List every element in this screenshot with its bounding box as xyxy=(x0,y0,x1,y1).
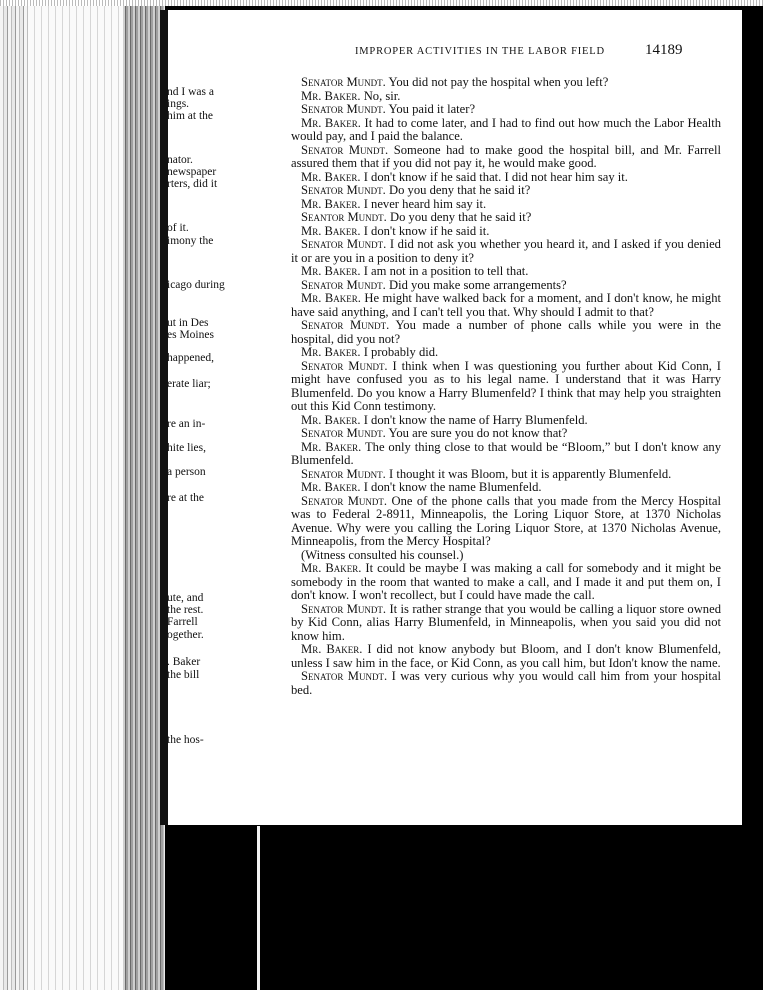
testimony-paragraph xyxy=(291,495,721,549)
testimony-paragraph xyxy=(291,670,721,697)
left-page-fragment: ute, and xyxy=(167,592,204,604)
speaker-name: Mr. Baker. xyxy=(301,439,362,454)
speaker-name: Senator Mundt. xyxy=(301,75,386,89)
left-page-fragment: him at the xyxy=(167,110,213,122)
testimony-paragraph xyxy=(291,184,721,198)
testimony-paragraph xyxy=(291,76,721,90)
statement-text: It is rather strange that you would be calling a liquor store owned by Kid Conn, alias Harry Blumenfeld, in Minneapolis, when you said you did not know him. xyxy=(291,601,721,643)
left-page-fragment: rters, did it xyxy=(167,178,218,190)
left-page-fragment: re an in- xyxy=(167,418,206,430)
testimony-paragraph xyxy=(291,279,721,293)
scan-artifact-line xyxy=(257,826,260,990)
speaker-name: Mr. Baker. xyxy=(301,169,361,184)
statement-text: One of the phone calls that you made from the Mercy Hospital was to Federal 2-8911, Minneapolis, the Loring Liquor Store, at 1370 Nicholas Avenue. Why were you calling the Loring Liquor Store, at 1370 Nicholas Avenue, Minneapolis, from the Mercy Hospital? xyxy=(291,493,721,548)
statement-text: I don't know if he said it. xyxy=(360,223,490,238)
scan-border xyxy=(0,0,763,6)
speaker-name: Senator Mundt. xyxy=(301,237,387,251)
statement-text: I don't know the name of Harry Blumenfeld. xyxy=(360,412,588,427)
left-page-fragment: ings. xyxy=(167,98,190,110)
testimony-paragraph xyxy=(291,292,721,319)
speaker-name: Senator Mundt. xyxy=(301,277,386,292)
testimony-paragraph xyxy=(291,549,721,563)
book-spine-edge xyxy=(28,0,123,990)
testimony-paragraph xyxy=(291,117,721,144)
testimony-paragraph xyxy=(291,103,721,117)
left-page-fragment: nator. xyxy=(167,154,193,166)
left-page-fragment: newspaper xyxy=(167,166,217,178)
statement-text: You paid it later? xyxy=(385,102,476,116)
statement-text: I don't know the name Blumenfeld. xyxy=(360,480,542,494)
statement-text: It had to come later, and I had to find out how much the Labor Health would pay, and I paid the balance. xyxy=(291,115,722,143)
speaker-name: Senator Mundt. xyxy=(301,183,386,197)
speaker-name: Seantor Mundt. xyxy=(301,210,387,224)
testimony-paragraph xyxy=(291,211,721,225)
testimony-body xyxy=(291,76,721,697)
speaker-name: Mr. Baker. xyxy=(301,88,361,103)
speaker-name: Senator Mundt. xyxy=(301,358,388,373)
left-page-fragment: ut in Des xyxy=(167,317,209,329)
testimony-paragraph xyxy=(291,225,721,239)
statement-text: I did not ask you whether you heard it, and I asked if you denied it or are you in a position to deny it? xyxy=(291,237,721,265)
speaker-name: Senator Mundt. xyxy=(301,318,390,332)
testimony-paragraph xyxy=(291,198,721,212)
statement-text: I did not know anybody but Bloom, and I don't know Blumenfeld, unless I saw him in the face, or Kid Conn, as you call him, but Idon't know the name. xyxy=(291,642,721,670)
speaker-name: Mr. Baker. xyxy=(301,115,361,130)
statement-text: Do you deny that he said it? xyxy=(386,210,532,224)
left-page-fragment: re at the xyxy=(167,492,205,504)
testimony-paragraph xyxy=(291,144,721,171)
statement-text: I don't know if he said that. I did not hear him say it. xyxy=(360,169,628,184)
speaker-name: Mr. Baker. xyxy=(301,412,361,427)
testimony-paragraph xyxy=(291,441,721,468)
statement-text: It could be maybe I was making a call for somebody and it might be somebody in the room that wanted to make a call, and I made it and put them on, I don't know. I won't recollect, but I could have made the call. xyxy=(291,561,722,602)
testimony-paragraph xyxy=(291,171,721,185)
left-page-fragment: nd I was a xyxy=(167,86,214,98)
testimony-paragraph xyxy=(291,319,721,346)
speaker-name: Mr. Baker. xyxy=(301,345,361,359)
statement-text: I probably did. xyxy=(360,345,439,359)
statement-text: The only thing close to that would be “Bloom,” but I don't know any Blumenfeld. xyxy=(291,439,722,467)
testimony-paragraph xyxy=(291,427,721,441)
testimony-paragraph xyxy=(291,468,721,482)
testimony-paragraph xyxy=(291,481,721,495)
left-page-fragment: a person xyxy=(167,466,206,478)
testimony-paragraph xyxy=(291,414,721,428)
left-page-fragment: es Moines xyxy=(167,329,214,341)
statement-text: You made a number of phone calls while you were in the hospital, did you not? xyxy=(291,318,721,346)
statement-text: I never heard him say it. xyxy=(360,196,487,211)
left-page-fragment: the rest. xyxy=(167,604,204,616)
speaker-name: Senator Mundt. xyxy=(301,601,387,616)
testimony-paragraph xyxy=(291,643,721,670)
speaker-name: Senator Mundt. xyxy=(301,426,386,440)
statement-text: Did you make some arrangements? xyxy=(385,277,567,292)
testimony-paragraph xyxy=(291,562,721,603)
statement-text: I am not in a position to tell that. xyxy=(360,264,529,278)
statement-text: I was very curious why you would call him from your hospital bed. xyxy=(291,669,721,697)
running-header: IMPROPER ACTIVITIES IN THE LABOR FIELD xyxy=(355,46,605,57)
left-page-fragment: icago during xyxy=(167,279,225,291)
left-page-fragment: of it. xyxy=(167,222,189,234)
speaker-name: Mr. Baker. xyxy=(301,223,361,238)
speaker-name: Senator Mundt. xyxy=(301,493,388,508)
speaker-name: Mr. Baker. xyxy=(301,642,363,656)
testimony-paragraph xyxy=(291,238,721,265)
testimony-paragraph xyxy=(291,603,721,644)
left-page-fragment: . Baker xyxy=(167,656,201,668)
speaker-name: Senator Mundt. xyxy=(301,102,386,116)
statement-text: Do you deny that he said it? xyxy=(385,183,531,197)
statement-text: I think when I was questioning you further about Kid Conn, I might have confused you as to his legal name. I understand that it was Harry Blumenfeld. Do you know a Harry Blumenfeld? I think that may help you straighten out this Kid Conn testimony. xyxy=(291,358,721,413)
statement-text: No, sir. xyxy=(360,88,401,103)
speaker-name: Mr. Baker. xyxy=(301,196,361,211)
statement-text: He might have walked back for a moment, and I don't know, he might have said anything, and I can't tell you that. Why should I admit to that? xyxy=(291,291,722,319)
testimony-paragraph xyxy=(291,265,721,279)
left-page-fragment: erate liar; xyxy=(167,378,211,390)
testimony-paragraph xyxy=(291,360,721,414)
speaker-name: Mr. Baker. xyxy=(301,480,361,494)
speaker-name: Mr. Baker. xyxy=(301,291,361,305)
speaker-name: Mr. Baker. xyxy=(301,561,362,575)
statement-text: (Witness consulted his counsel.) xyxy=(301,547,464,562)
speaker-name: Mr. Baker. xyxy=(301,264,361,278)
page-number: 14189 xyxy=(645,42,683,58)
speaker-name: Senator Mudnt. xyxy=(301,466,386,481)
left-page-fragment: happened, xyxy=(167,352,214,364)
left-page-fragment: the bill xyxy=(167,669,200,681)
left-page-fragment: ogether. xyxy=(167,629,204,641)
left-page-fragment: imony the xyxy=(167,235,214,247)
statement-text: You did not pay the hospital when you left? xyxy=(385,75,609,89)
statement-text: Someone had to make good the hospital bill, and Mr. Farrell assured them that if you did not pay it, he would make good. xyxy=(291,142,721,170)
testimony-paragraph xyxy=(291,346,721,360)
testimony-paragraph xyxy=(291,90,721,104)
speaker-name: Senator Mundt. xyxy=(301,142,389,157)
book-gutter xyxy=(123,0,163,990)
left-page-fragment: hite lies, xyxy=(167,442,206,454)
speaker-name: Senator Mundt. xyxy=(301,669,388,683)
statement-text: You are sure you do not know that? xyxy=(385,426,568,440)
left-page-fragment: Farrell xyxy=(167,616,198,628)
left-page-fragment: the hos- xyxy=(167,734,204,746)
statement-text: I thought it was Bloom, but it is apparently Blumenfeld. xyxy=(385,466,672,481)
